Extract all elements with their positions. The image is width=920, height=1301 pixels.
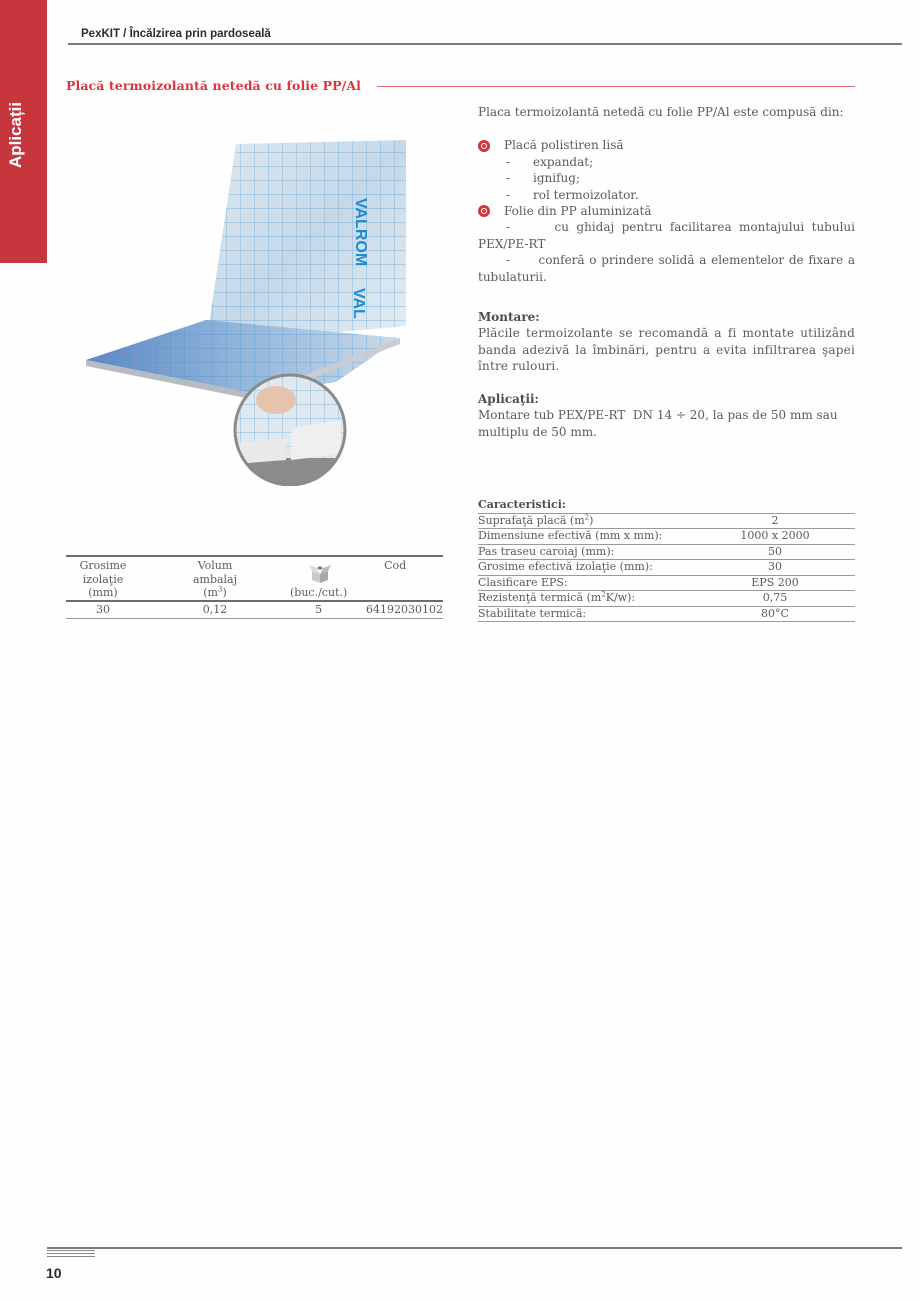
page-number: 10 — [46, 1265, 62, 1281]
side-tab-label: Aplicații — [6, 101, 25, 168]
component-detail: - rol termoizolator. — [506, 187, 639, 202]
specs-heading: Caracteristici: — [478, 498, 855, 513]
brand-bullet-icon — [478, 140, 490, 152]
aplicatii-text: Montare tub PEX/PE-RT DN 14 ÷ 20, la pas de 50 mm sau multiplu de 50 mm. — [478, 408, 842, 439]
aplicatii-heading: Aplicaţii: — [478, 391, 539, 406]
component-label: Placă polistiren lisă — [504, 138, 624, 153]
table-row: Rezistenţă termică $(m^2K/w)$: 0,75 — [478, 591, 855, 607]
section-title-rule — [377, 86, 855, 87]
box-icon — [306, 562, 332, 584]
component-item — [478, 137, 855, 153]
table-row: Pas traseu caroiaj (mm): 50 — [478, 544, 855, 560]
svg-text:VALROM: VALROM — [352, 198, 369, 267]
product-description — [478, 104, 855, 440]
brand-bullet-icon — [478, 205, 490, 217]
component-item — [478, 203, 855, 219]
montare-heading: Montare: — [478, 310, 540, 325]
header-divider — [68, 43, 902, 45]
table-row: Grosime efectivă izolaţie (mm): 30 — [478, 560, 855, 576]
table-row: Dimensiune efectivă (mm x mm): 1000 x 2000 — [478, 529, 855, 545]
col-code: Cod — [347, 556, 443, 601]
specs-heading-row — [478, 498, 855, 513]
product-image — [86, 138, 408, 486]
svg-text:VAL: VAL — [350, 288, 367, 319]
col-volume: Volum ambalaj $(m^3)$ — [140, 556, 290, 601]
table-row: 30 0,12 5 64192030102 — [66, 601, 443, 619]
col-pack: (buc./cut.) — [290, 556, 347, 601]
montare-text: Plăcile termoizolante se recomandă a fi montate utilizând banda adezivă la îmbinări, pentru a evita infiltrarea şapei între rulouri. — [478, 326, 855, 374]
specs-table — [478, 498, 855, 622]
component-label: Folie din PP aluminizată — [504, 204, 652, 219]
footer-lines-ornament — [47, 1250, 95, 1259]
footer-divider — [47, 1247, 902, 1249]
running-header: PexKIT / Încălzirea prin pardoseală — [81, 28, 271, 40]
section-title: Placă termoizolantă netedă cu folie PP/Al — [66, 78, 361, 93]
intro-text: Placa termoizolantă netedă cu folie PP/Al este compusă din: — [478, 105, 844, 119]
product-table — [66, 555, 443, 619]
component-detail: - expandat; — [506, 154, 594, 169]
component-detail: - ignifug; — [506, 171, 580, 186]
table-row: Suprafaţă placă $(m^2)$ 2 — [478, 513, 855, 529]
table-row: Stabilitate termică: 80°C — [478, 606, 855, 622]
col-thickness: Grosime izolaţie (mm) — [66, 556, 140, 601]
component-detail: - cu ghidaj pentru facilitarea montajului tubului PEX/PE-RT — [478, 220, 855, 251]
component-detail: - conferă o prindere solidă a elementelor de fixare a tubulaturii. — [478, 253, 855, 284]
table-header-row — [66, 556, 443, 601]
product-code: 64192030102 — [347, 601, 443, 619]
side-tab — [0, 0, 47, 263]
table-row: Clasificare EPS: EPS 200 — [478, 575, 855, 591]
